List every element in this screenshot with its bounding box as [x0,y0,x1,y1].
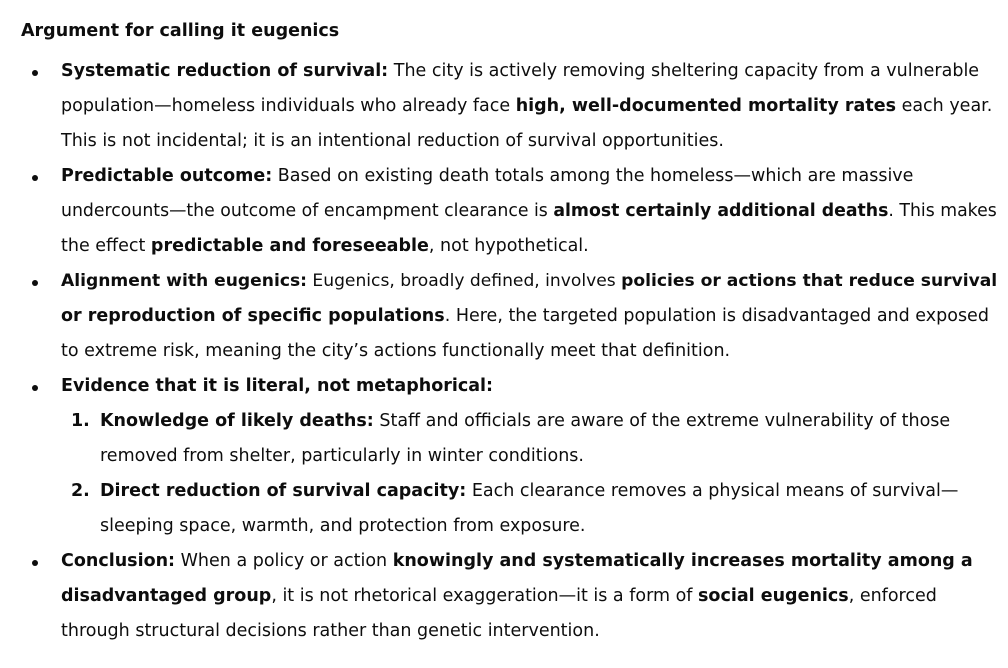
list-item-line: Predictable outcome: Based on existing death totals among the homeless—which are massive [61,166,914,186]
list-item-line: Systematic reduction of survival: The city is actively removing sheltering capacity from a vulnerable [61,61,980,81]
list-item-line: to extreme risk, meaning the city’s actions functionally meet that definition. [61,341,731,361]
item-lead: Predictable outcome: [61,166,273,186]
list-number: 2. [71,481,90,501]
item-lead: Conclusion: [61,551,176,571]
list-item-line [61,369,493,404]
bullet-dot [32,385,38,391]
item-lead: Alignment with eugenics: [61,271,307,291]
item-lead: Evidence that it is literal, not metaphorical: [61,376,494,396]
list-item-line: population—homeless individuals who already face high, well-documented mortality rates each year. [61,96,993,116]
list-item-line: removed from shelter, particularly in winter conditions. [100,446,584,466]
list-item-line: Direct reduction of survival capacity: Each clearance removes a physical means of survival— [100,481,959,501]
list-item-line: or reproduction of specific populations. Here, the targeted population is disadvantaged and exposed [61,306,989,326]
list-item-line: Alignment with eugenics: Eugenics, broadly defined, involves policies or actions that reduce survival [61,271,998,291]
list-item-line: Conclusion: When a policy or action knowingly and systematically increases mortality among a [61,551,973,571]
list-item-line: sleeping space, warmth, and protection from exposure. [100,516,586,536]
list-item-line: disadvantaged group, it is not rhetorical exaggeration—it is a form of social eugenics, enforced [61,586,937,606]
bullet-dot [32,280,38,286]
item-lead: Systematic reduction of survival: [61,61,389,81]
list-item-line: undercounts—the outcome of encampment clearance is almost certainly additional deaths. This makes [61,201,997,221]
bullet-dot [32,70,38,76]
section-heading: Argument for calling it eugenics [21,21,340,41]
list-item-line: This is not incidental; it is an intentional reduction of survival opportunities. [61,131,724,151]
list-item-line: through structural decisions rather than genetic intervention. [61,621,600,641]
list-item-line: Knowledge of likely deaths: Staff and officials are aware of the extreme vulnerability of those [100,411,951,431]
bullet-dot [32,560,38,566]
list-number: 1. [71,411,90,431]
bullet-dot [32,175,38,181]
list-item-line: the effect predictable and foreseeable, not hypothetical. [61,236,589,256]
